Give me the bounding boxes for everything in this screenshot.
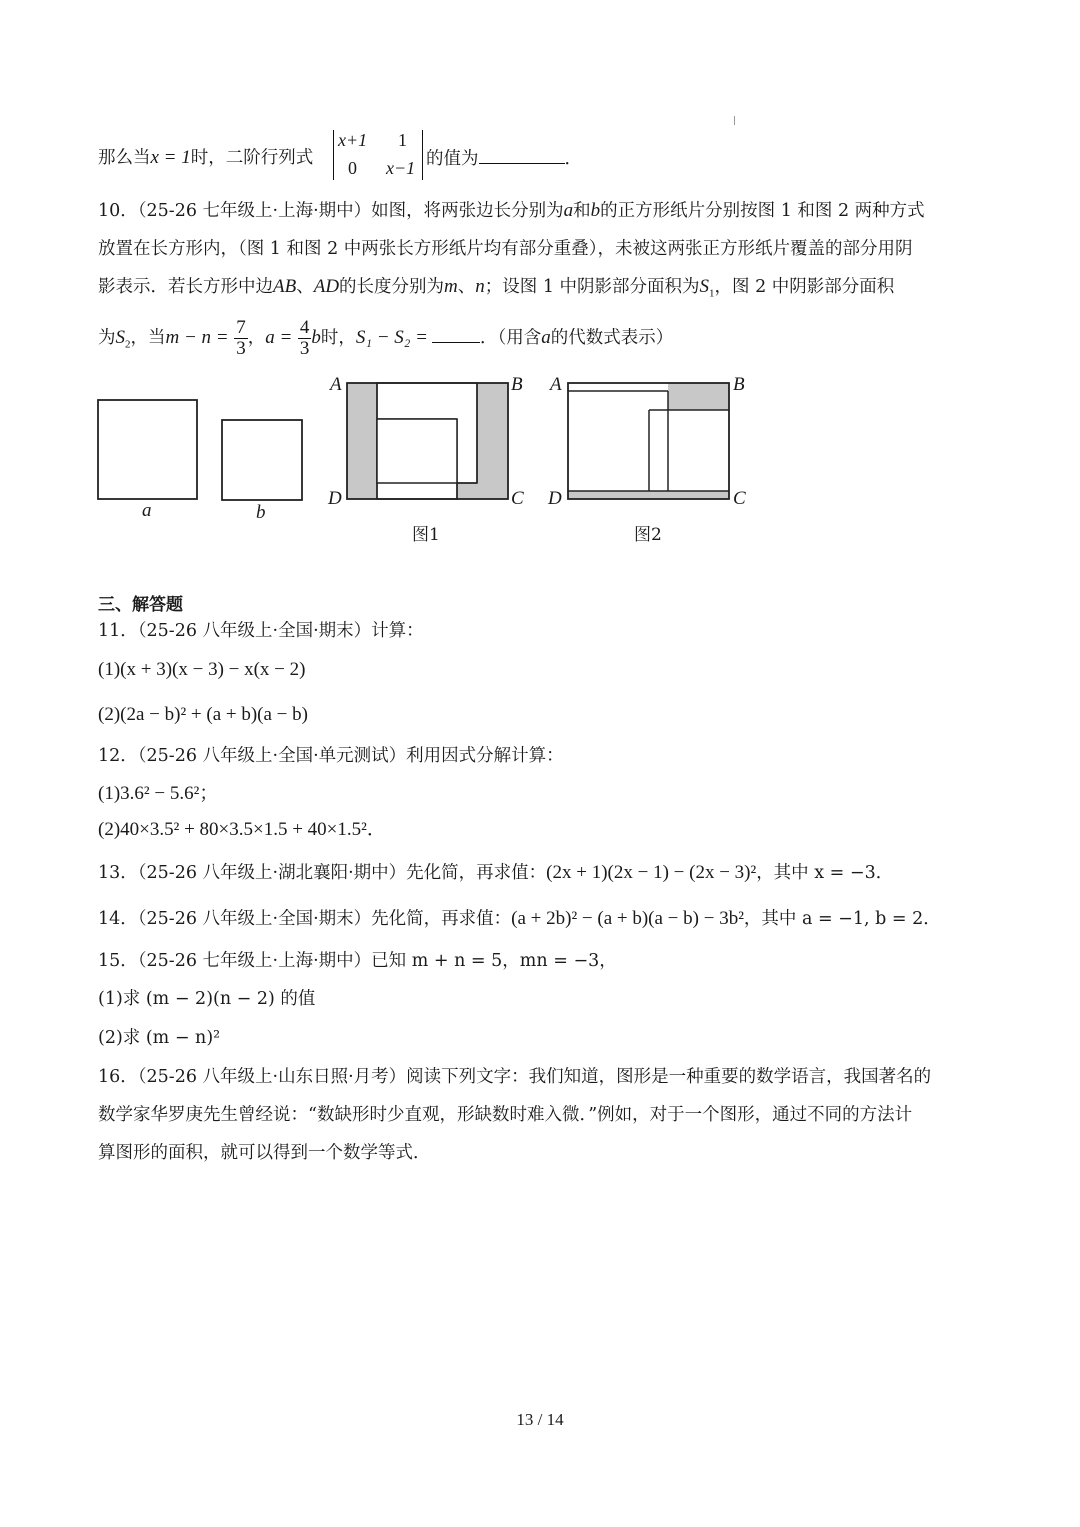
q9-text: 那么当 xyxy=(98,148,151,168)
fraction-7-3: $\frac{7}{3}$ xyxy=(236,317,246,359)
figure-1 xyxy=(347,383,508,499)
q10-line4: 为$S_2$，当m − n = $\frac{7}{3}$ ，a = $\frac{4}{3}$ b时，S₁ − S₂ = ．（用含a的代数式表示） xyxy=(98,317,674,359)
figure-2 xyxy=(568,383,729,499)
det-a12: 1 xyxy=(398,130,407,150)
det-a21: 0 xyxy=(348,158,357,178)
q16-line3: 算图形的面积，就可以得到一个数学等式． xyxy=(98,1143,431,1163)
q10-line1: 10．（25-26 七年级上·上海·期中）如图，将两张边长分别为a和b的正方形纸片分别按图 1 和图 2 两种方式 xyxy=(98,200,925,221)
fig2-corner-A: A xyxy=(550,374,562,395)
q10-line2: 放置在长方形内，（图 1 和图 2 中两张长方形纸片均有部分重叠），未被这两张正方形纸片覆盖的部分用阴 xyxy=(98,239,913,259)
q9-cond: x = 1 xyxy=(150,147,191,168)
q16-line2: 数学家华罗庚先生曾经说：“数缺形时少直观，形缺数时难入微．”例如，对于一个图形，通过不同的方法计 xyxy=(98,1105,913,1125)
label-a: a xyxy=(142,500,152,521)
square-a xyxy=(98,400,197,499)
fig2-corner-D: D xyxy=(548,488,562,509)
fraction-4-3: $\frac{4}{3}$ xyxy=(299,317,310,359)
q15: 15．（25-26 七年级上·上海·期中）已知 m + n = 5，mn = −3， xyxy=(98,951,617,971)
q10-line3: 影表示．若长方形中边AB、AD的长度分别为m、n；设图 1 中阴影部分面积为$S_1$，图 2 中阴影部分面积 xyxy=(98,276,895,300)
fig1-corner-A: A xyxy=(330,374,342,395)
q9-answer: 的值为 ． xyxy=(426,145,582,172)
q12: 12．（25-26 八年级上·全国·单元测试）利用因式分解计算： xyxy=(98,746,564,766)
q9-text-mid: 时，二阶行列式 xyxy=(190,148,314,168)
q9-after: 的值为 xyxy=(426,149,479,169)
q12-part1: (1)3.6² − 5.6²； xyxy=(98,783,219,804)
square-b xyxy=(222,420,302,500)
page-number: 13 / 14 xyxy=(516,1410,564,1429)
q15-part1: (1)求 (m − 2)(n − 2) 的值 xyxy=(98,989,316,1009)
fig2-corner-B: B xyxy=(733,374,745,395)
fig1-corner-C: C xyxy=(511,488,524,509)
q11: 11．（25-26 八年级上·全国·期末）计算： xyxy=(98,621,424,641)
caption-fig1: 图1 xyxy=(412,525,440,545)
fig1-corner-B: B xyxy=(511,374,523,395)
fig2-corner-C: C xyxy=(733,488,746,509)
label-b: b xyxy=(256,502,266,523)
caption-fig2: 图2 xyxy=(634,525,662,545)
fig1-corner-D: D xyxy=(328,488,342,509)
det-a22: x−1 xyxy=(386,158,416,178)
q15-part2: (2)求 (m − n)² xyxy=(98,1028,221,1048)
q13: 13．（25-26 八年级上·湖北襄阳·期中）先化简，再求值：(2x + 1)(2x − 1) − (2x − 3)²，其中 x = −3． xyxy=(98,862,894,883)
q11-part1: (1)(x + 3)(x − 3) − x(x − 2) xyxy=(98,659,306,680)
figures xyxy=(0,0,1080,560)
q16-line1: 16．（25-26 八年级上·山东日照·月考）阅读下列文字：我们知道，图形是一种重要的数学语言，我国著名的 xyxy=(98,1067,932,1087)
q11-part2: (2)(2a − b)² + (a + b)(a − b) xyxy=(98,704,308,725)
q12-part2: (2)40×3.5² + 80×3.5×1.5 + 40×1.5²． xyxy=(98,819,386,840)
q14: 14．（25-26 八年级上·全国·期末）先化简，再求值：(a + 2b)² − (a + b)(a − b) − 3b²，其中 a = −1, b = 2． xyxy=(98,908,941,929)
det-a11: x+1 xyxy=(338,130,368,150)
section-heading: 三、解答题 xyxy=(98,595,183,615)
